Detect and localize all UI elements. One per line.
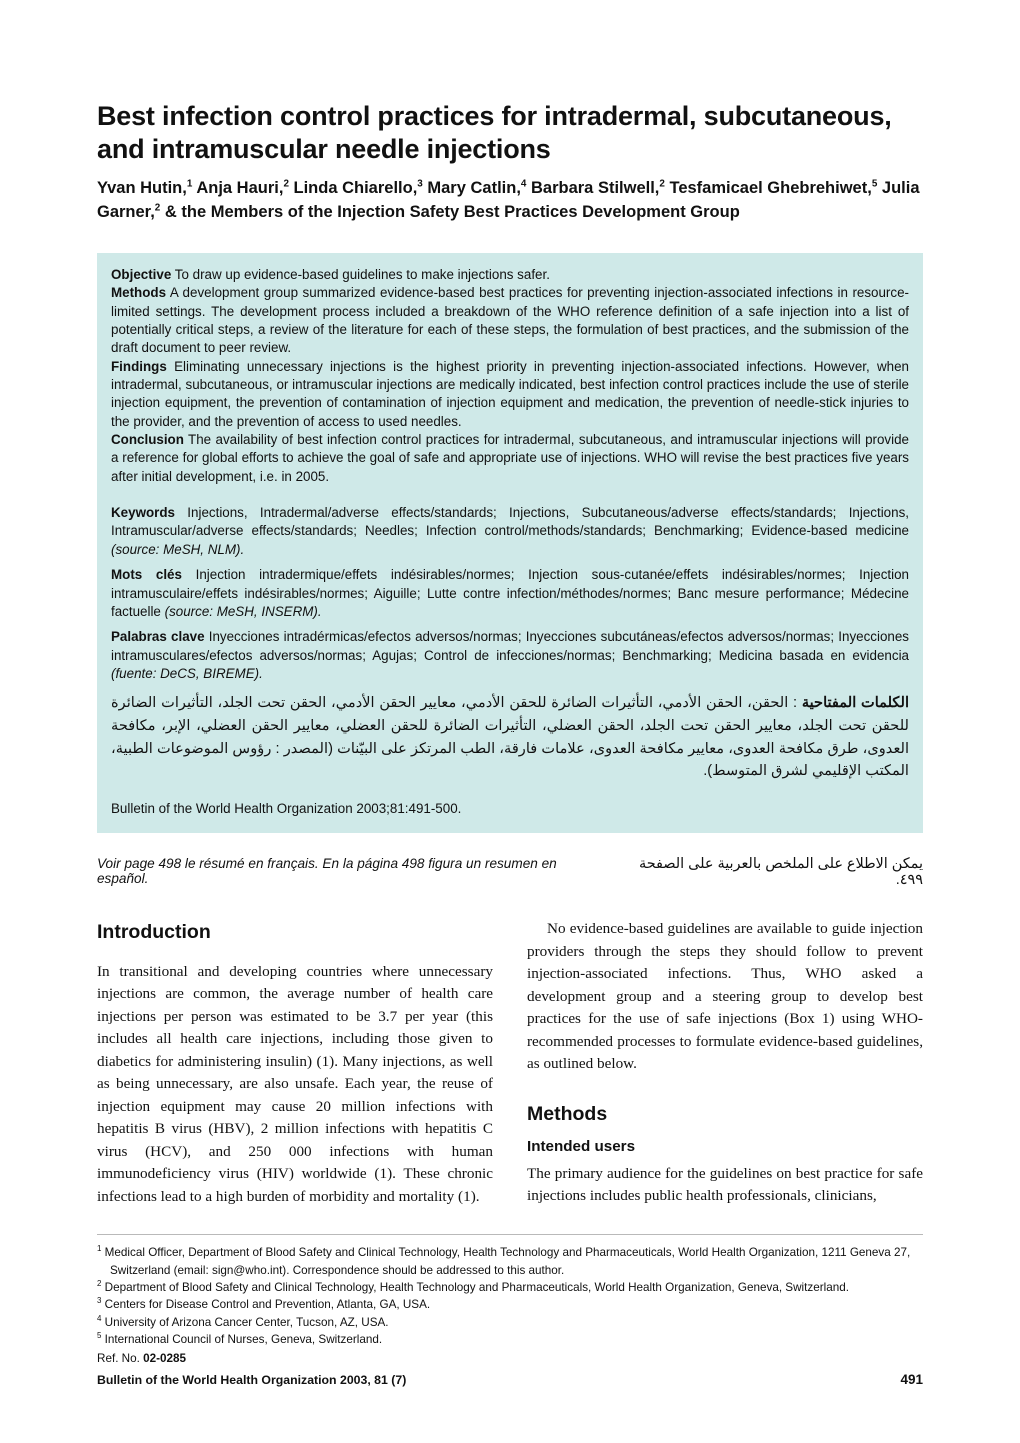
keywords [111, 504, 909, 559]
footnote-4-sup: 4 [97, 1313, 102, 1323]
footnote-3-text: Centers for Disease Control and Prevention, Atlanta, GA, USA. [101, 1298, 431, 1312]
author-affiliation-sup: 5 [871, 178, 878, 190]
footnote-3-sup: 3 [97, 1296, 102, 1306]
author-affiliation-sup: 4 [520, 178, 527, 190]
left-column [97, 918, 493, 1208]
author: Mary Catlin, [422, 178, 521, 197]
footer-page-number: 491 [900, 1372, 923, 1387]
methods-heading: Methods [527, 1102, 608, 1125]
palabras-clave [111, 628, 909, 683]
resume-note-row [97, 856, 923, 888]
abstract-conclusion-label: Conclusion [111, 432, 184, 448]
footnote-5 [97, 1331, 923, 1348]
author: Julia Garner, [97, 178, 920, 221]
mots-cles-text: Injection intradermique/effets indésirables/normes; Injection sous-cutanée/effets indésirables/normes; Injection intramusculaire/effets indésirables/normes; Aiguille; Lutte contre infection/méthodes/normes; Banc mesure performance; Médecine factuelle [111, 567, 909, 619]
abstract-findings [111, 358, 909, 431]
abstract-objective-text: To draw up evidence-based guidelines to make injections safer. [171, 266, 550, 282]
footnote-rule [97, 1234, 923, 1235]
author: Yvan Hutin, [97, 178, 187, 197]
footnote-3 [97, 1296, 923, 1313]
palabras-clave-text: Inyecciones intradérmicas/efectos adversos/normas; Inyecciones subcutáneas/efectos adversos/normas; Inyecciones intramusculares/efectos adversos/normas; Agujas; Control de infecciones/normas; Benchmarking; Medicina basada en evidencia [111, 629, 909, 663]
footnote-4-text: University of Arizona Cancer Center, Tucson, AZ, USA. [101, 1315, 389, 1329]
footnote-2-sup: 2 [97, 1279, 102, 1289]
author-affiliation-sup: 2 [283, 178, 289, 190]
mots-cles-source: (source: MeSH, INSERM). [164, 603, 322, 619]
resume-note-arabic: يمكن الاطلاع على الملخص بالعربية على الصفحة ٤٩٩. [639, 856, 923, 889]
body-columns [97, 918, 923, 1208]
footnote-1-sup: 1 [97, 1244, 102, 1254]
abstract-findings-label: Findings [111, 358, 167, 374]
abstract-objective [111, 266, 909, 284]
abstract-methods [111, 284, 909, 357]
author-group: & the Members of the Injection Safety Best Practices Development Group [160, 202, 740, 221]
reference-number-label: Ref. No. [97, 1352, 144, 1366]
footer-journal-title: Bulletin of the World Health Organization 2003, 81 (7) [97, 1373, 407, 1387]
footnotes-section [97, 1234, 923, 1367]
reference-number-value: 02-0285 [143, 1352, 187, 1366]
abstract-conclusion [111, 431, 909, 486]
footnote-1 [97, 1244, 923, 1279]
author: Barbara Stilwell, [526, 178, 660, 197]
keywords-label: Keywords [111, 505, 175, 521]
resume-note-fr-es: Voir page 498 le résumé en français. En la página 498 figura un resumen en español. [97, 856, 557, 887]
abstract-objective-label: Objective [111, 266, 172, 282]
keywords-source: (source: MeSH, NLM). [111, 541, 245, 557]
mots-cles [111, 566, 909, 621]
footnote-5-sup: 5 [97, 1331, 102, 1341]
footnote-5-text: International Council of Nurses, Geneva, Switzerland. [101, 1333, 383, 1347]
mots-cles-label: Mots clés [111, 567, 182, 583]
abstract-box [97, 253, 923, 833]
introduction-heading: Introduction [97, 921, 211, 944]
introduction-paragraph: In transitional and developing countries where unnecessary injections are common, the average number of health care injections per person was estimated to be 3.7 per year (this includes all health care injections, including those given to diabetics for administering insulin) (1). Many injections, as well as being unnecessary, are also unsafe. Each year, the reuse of injection equipment may cause 20 million infections with hepatitis B virus (HBV), 2 million infections with hepatitis C virus (HCV), and 250 000 infections with human immunodeficiency virus (HIV) worldwide (1). These chronic infections lead to a high burden of morbidity and mortality (1). [97, 962, 493, 1205]
author-affiliation-sup: 2 [154, 202, 161, 214]
author: Anja Hauri, [192, 178, 284, 197]
author: Linda Chiarello, [288, 178, 418, 197]
journal-citation: Bulletin of the World Health Organization 2003;81:491-500. [111, 800, 462, 816]
author: Tesfamicael Ghebrehiwet, [664, 178, 872, 197]
arabic-keywords [111, 692, 909, 782]
footnote-1-text: Medical Officer, Department of Blood Safety and Clinical Technology, Health Technology and Pharmaceuticals, World Health Organization, 1211 Geneva 27, Switzerland (email: sign@who.int). Correspondence should be addressed to this author. [101, 1246, 911, 1277]
arabic-keywords-label: الكلمات المفتاحية [801, 695, 909, 712]
page-footer [97, 1372, 923, 1387]
author-list [97, 177, 923, 225]
footnote-4 [97, 1314, 923, 1331]
paper-title: Best infection control practices for intradermal, subcutaneous, and intramuscular needle injections [97, 101, 892, 165]
intended-users-heading: Intended users [527, 1138, 636, 1156]
abstract-findings-text: Eliminating unnecessary injections is the highest priority in preventing injection-associated infections. However, when intradermal, subcutaneous, or intramuscular injections are medically indicated, best infection control practices include the use of sterile injection equipment, the prevention of contamination of injection equipment and medication, the prevention of needle-stick injuries to the provider, and the prevention of access to used needles. [111, 358, 909, 429]
palabras-clave-label: Palabras clave [111, 629, 205, 645]
abstract-methods-text: A development group summarized evidence-based best practices for preventing injection-associated infections in resource-limited settings. The development process included a breakdown of the WHO reference definition of a safe injection into a list of potentially critical steps, a review of the literature for each of these steps, the formulation of best practices, and the submission of the draft document to peer review. [111, 285, 909, 356]
right-column [527, 918, 923, 1208]
arabic-keywords-text: : الحقن، الحقن الأدمي، التأثيرات الضائرة للحقن الأدمي، معايير الحقن الأدمي، الحقن تحت الجلد، التأثيرات الضائرة للحقن تحت الجلد، معايير الحقن تحت الجلد، الحقن العضلي، التأثيرات الضائرة للحقن العضلي، معايير الحقن العضلي، الإبر، مكافحة العدوى، طرق مكافحة العدوى، معايير مكافحة العدوى، علامات فارقة، الطب المرتكز على البيّنات (المصدر : رؤوس الموضوعات الطبية، المكتب الإقليمي لشرق المتوسط). [111, 695, 909, 780]
footnote-2-text: Department of Blood Safety and Clinical Technology, Health Technology and Pharmaceuticals, World Health Organization, Geneva, Switzerland. [101, 1281, 849, 1295]
palabras-clave-source: (fuente: DeCS, BIREME). [111, 665, 263, 681]
reference-number-line [97, 1350, 923, 1367]
keywords-text: Injections, Intradermal/adverse effects/standards; Injections, Subcutaneous/adverse effects/standards; Injections, Intramuscular/adverse effects/standards; Needles; Infection control/methods/standards; Benchmarking; Evidence-based medicine [111, 505, 909, 539]
abstract-conclusion-text: The availability of best infection control practices for intradermal, subcutaneous, and intramuscular injections will provide a reference for global efforts to achieve the goal of safe and appropriate use of injections. WHO will revise the best practices five years after initial development, i.e. in 2005. [111, 432, 909, 484]
author-affiliation-sup: 1 [186, 178, 193, 190]
footnote-2 [97, 1279, 923, 1296]
abstract-methods-label: Methods [111, 285, 167, 301]
author-affiliation-sup: 3 [417, 178, 423, 190]
introduction-paragraph-continued: No evidence-based guidelines are available to guide injection providers through the steps they should follow to prevent injection-associated infections. Thus, WHO asked a development group and a steering group to develop best practices for the use of safe injections (Box 1) using WHO-recommended processes to formulate evidence-based guidelines, as outlined below. [527, 920, 923, 1073]
author-affiliation-sup: 2 [659, 178, 665, 190]
intended-users-paragraph: The primary audience for the guidelines on best practice for safe injections includes public health professionals, clinicians, [527, 1164, 923, 1205]
